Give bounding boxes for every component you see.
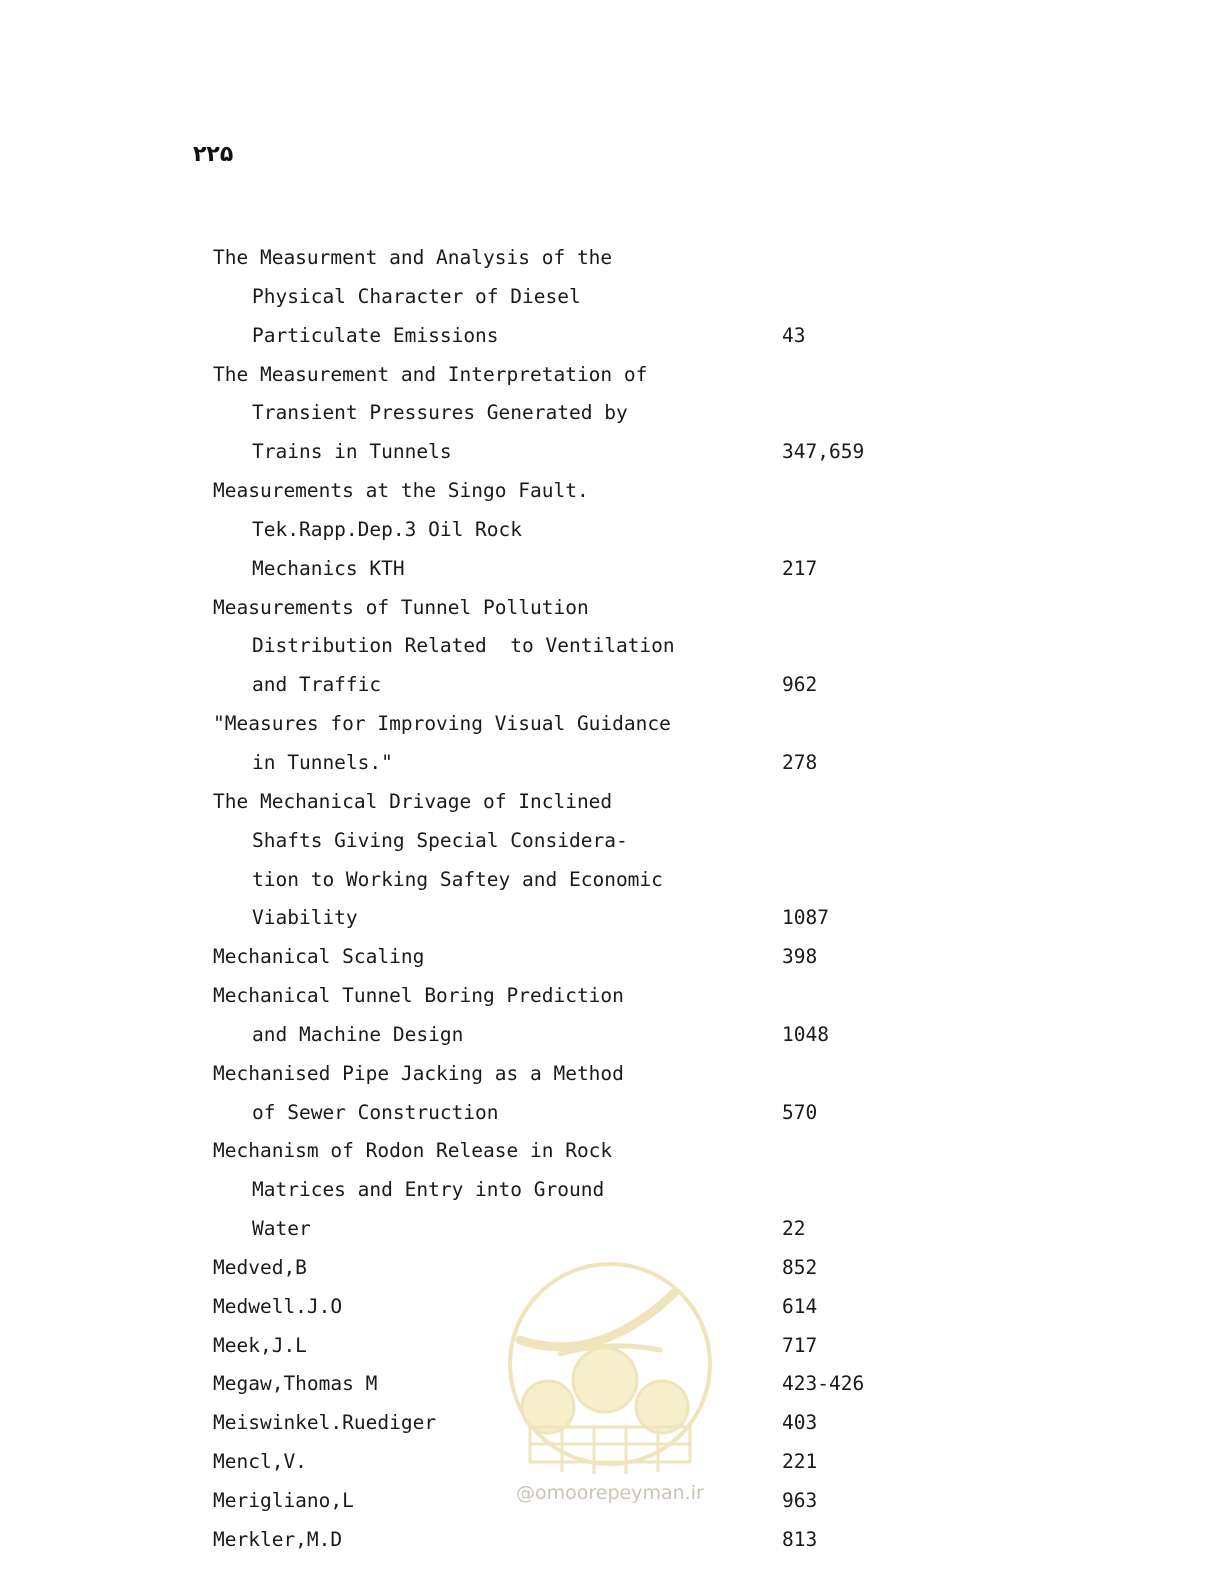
entry-text: The Measurement and Interpretation of: [213, 362, 648, 386]
entry-text: of Sewer Construction: [252, 1100, 499, 1124]
entry-text: "Measures for Improving Visual Guidance: [213, 712, 671, 736]
entry-text: Trains in Tunnels: [252, 440, 452, 464]
index-entry: [213, 589, 973, 628]
entry-text: and Traffic: [252, 673, 382, 697]
index-entry: [213, 1521, 973, 1560]
entry-page-ref: 43: [782, 323, 806, 347]
index-entry: [213, 1055, 973, 1094]
watermark-caption: @omoorepeyman.ir: [516, 1482, 704, 1504]
index-entry: [213, 239, 973, 278]
entry-text: Shafts Giving Special Considera-: [252, 828, 628, 852]
entry-text: Merkler,M.D: [213, 1527, 343, 1551]
entry-text: Medwell.J.O: [213, 1294, 343, 1318]
entry-text: Water: [252, 1217, 311, 1241]
index-entry-continuation: [213, 899, 973, 938]
entry-page-ref: 813: [782, 1527, 818, 1551]
entry-page-ref: 1087: [782, 906, 829, 930]
index-entry: [213, 977, 973, 1016]
index-entry-continuation: [213, 666, 973, 705]
entry-text: Medved,B: [213, 1255, 307, 1279]
entry-text: Meek,J.L: [213, 1333, 307, 1357]
index-entry: [213, 938, 973, 977]
entry-page-ref: 278: [782, 750, 818, 774]
index-entry-continuation: [213, 627, 973, 666]
index-entry-continuation: [213, 1094, 973, 1133]
entry-page-ref: 962: [782, 673, 818, 697]
entry-text: The Mechanical Drivage of Inclined: [213, 789, 613, 813]
entry-text: Transient Pressures Generated by: [252, 401, 628, 425]
index-entry-continuation: [213, 1171, 973, 1210]
entry-text: Particulate Emissions: [252, 323, 499, 347]
index-entry: [213, 356, 973, 395]
index-entry-continuation: [213, 394, 973, 433]
index-entry-continuation: [213, 1016, 973, 1055]
entry-text: Mencl,V.: [213, 1450, 307, 1474]
watermark-logo: [500, 1262, 720, 1512]
index-entry-continuation: [213, 511, 973, 550]
entry-text: Viability: [252, 906, 358, 930]
page-number: ٢٢۵: [193, 142, 234, 167]
entry-page-ref: 217: [782, 556, 818, 580]
entry-text: Measurements of Tunnel Pollution: [213, 595, 589, 619]
entry-text: Mechanical Tunnel Boring Prediction: [213, 984, 624, 1008]
index-entry-continuation: [213, 744, 973, 783]
entry-text: Mechanism of Rodon Release in Rock: [213, 1139, 613, 1163]
index-entry-continuation: [213, 278, 973, 317]
index-entry-continuation: [213, 433, 973, 472]
index-entry-continuation: [213, 317, 973, 356]
entry-text: The Measurment and Analysis of the: [213, 246, 613, 269]
entry-text: Measurements at the Singo Fault.: [213, 479, 589, 503]
index-entry-continuation: [213, 822, 973, 861]
index-entry: [213, 705, 973, 744]
entry-page-ref: 963: [782, 1489, 818, 1512]
entry-text: in Tunnels.": [252, 750, 393, 774]
entry-page-ref: 1048: [782, 1022, 829, 1046]
entry-page-ref: 614: [782, 1294, 818, 1318]
entry-page-ref: 347,659: [782, 440, 865, 464]
entry-page-ref: 717: [782, 1333, 818, 1357]
index-entry-continuation: [213, 550, 973, 589]
index-entry-continuation: [213, 861, 973, 900]
entry-text: Matrices and Entry into Ground: [252, 1178, 605, 1202]
entry-text: Physical Character of Diesel: [252, 284, 581, 308]
entry-text: tion to Working Saftey and Economic: [252, 867, 663, 891]
entry-page-ref: 221: [782, 1450, 818, 1474]
entry-text: Distribution Related to Ventilation: [252, 634, 675, 658]
entry-page-ref: 403: [782, 1411, 818, 1435]
index-entry-continuation: [213, 1210, 973, 1249]
entry-text: Meiswinkel.Ruediger: [213, 1411, 437, 1435]
entry-text: Mechanical Scaling: [213, 945, 425, 969]
index-entry: [213, 472, 973, 511]
entry-text: and Machine Design: [252, 1022, 464, 1046]
entry-page-ref: 852: [782, 1255, 818, 1279]
entry-page-ref: 398: [782, 945, 818, 969]
entry-text: Mechanics KTH: [252, 556, 405, 580]
entry-page-ref: 423-426: [782, 1372, 865, 1396]
index-entry: [213, 783, 973, 822]
entry-text: Mechanised Pipe Jacking as a Method: [213, 1061, 624, 1085]
entry-page-ref: 22: [782, 1217, 806, 1241]
index-entry: [213, 1132, 973, 1171]
entry-text: Merigliano,L: [213, 1489, 354, 1512]
entry-page-ref: 570: [782, 1100, 818, 1124]
entry-text: Tek.Rapp.Dep.3 Oil Rock: [252, 517, 523, 541]
entry-text: Megaw,Thomas M: [213, 1372, 378, 1396]
